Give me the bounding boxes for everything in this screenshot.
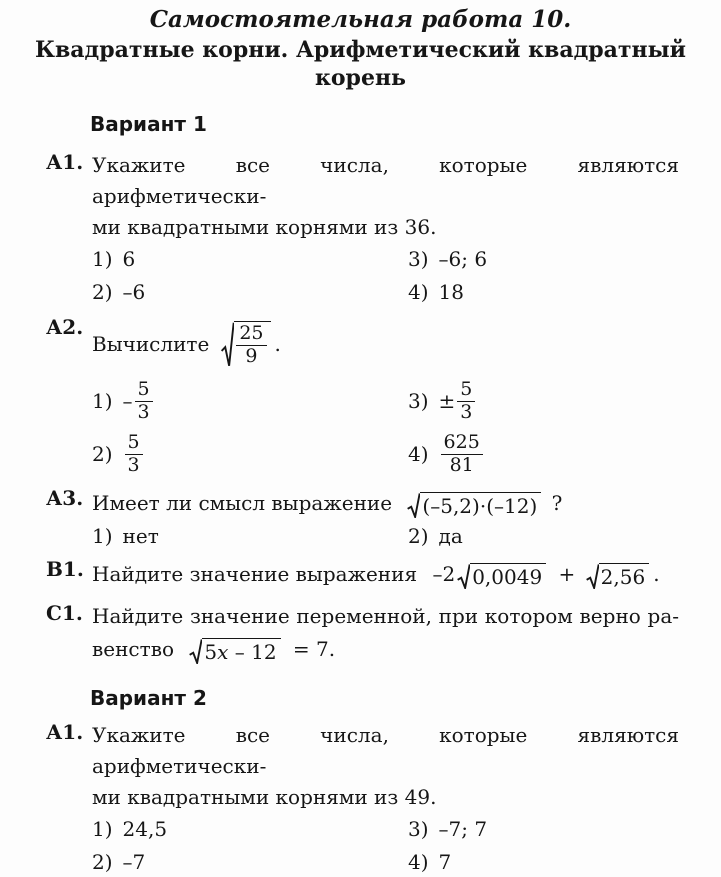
radicand: 2,56 — [599, 563, 650, 589]
fraction: $\frac{5}{3}$ — [125, 432, 143, 477]
sqrt-expression — [189, 638, 280, 664]
fraction: $\frac{5}{3}$ — [457, 379, 475, 424]
option-number: 4) — [408, 280, 429, 304]
worksheet-title: Самостоятельная работа 10. — [149, 6, 572, 33]
option-1 — [92, 522, 408, 551]
problem-text — [92, 557, 679, 591]
option-value: 24,5 — [122, 817, 168, 842]
options-v1-a1 — [92, 245, 679, 307]
fraction: $\frac{625}{81}$ — [441, 432, 483, 477]
option-value: 6 — [122, 247, 136, 271]
problem-v1-a1 — [0, 150, 721, 243]
problem-label: А3. — [46, 486, 84, 511]
problem-label: В1. — [46, 557, 84, 582]
problem-lead: Имеет ли смысл выражение — [92, 491, 393, 516]
punctuation: ? — [551, 491, 563, 516]
coefficient: –2 — [432, 562, 456, 587]
options-v1-a3 — [92, 522, 679, 551]
option-value: 7 — [438, 850, 452, 875]
option-number: 1) — [92, 817, 113, 842]
problem-lead: венство — [92, 637, 174, 662]
option-1 — [92, 245, 408, 274]
options-v1-a2 — [92, 379, 679, 476]
sqrt-expression — [221, 321, 270, 368]
problem-label: А1. — [46, 720, 84, 745]
problem-text-line1: Укажите все числа, которые являются арифметически- — [92, 153, 679, 208]
option-number: 3) — [408, 817, 429, 842]
problem-label: А2. — [46, 315, 84, 339]
option-4 — [408, 278, 679, 307]
radical-sign-icon — [407, 493, 420, 518]
fraction: $\frac{25}{9}$ — [236, 323, 266, 368]
option-number: 3) — [408, 388, 429, 413]
equation-rhs: = 7. — [292, 637, 336, 662]
sqrt-expression — [586, 563, 650, 589]
option-number: 4) — [408, 850, 429, 875]
problem-text-line2 — [92, 632, 679, 666]
option-number: 2) — [92, 280, 113, 304]
option-value: 18 — [438, 280, 464, 304]
option-value: –6 — [122, 280, 146, 304]
sign-prefix: – — [122, 388, 133, 413]
option-1 — [92, 379, 408, 424]
option-number: 1) — [92, 388, 113, 413]
problem-lead: Найдите значение выражения — [92, 562, 418, 587]
option-number: 1) — [92, 524, 113, 549]
option-number: 2) — [92, 850, 113, 875]
option-value: –7; 7 — [438, 817, 488, 842]
problem-text-line1: Найдите значение переменной, при котором верно ра- — [92, 604, 679, 629]
option-value: да — [438, 524, 463, 549]
problem-v1-a3 — [0, 486, 721, 520]
option-2 — [92, 848, 408, 877]
option-number: 3) — [408, 247, 429, 271]
punctuation: . — [653, 562, 660, 587]
option-value: –6; 6 — [438, 247, 488, 271]
problem-label: С1. — [46, 601, 83, 626]
problem-text-line1: Укажите все числа, которые являются арифметически- — [92, 723, 679, 779]
option-number: 2) — [408, 524, 429, 549]
problem-text-line2: ми квадратными корнями из 36. — [92, 215, 437, 239]
option-value: нет — [122, 524, 159, 549]
option-1 — [92, 815, 408, 844]
option-3 — [408, 245, 679, 274]
option-4 — [408, 432, 679, 477]
options-v2-a1 — [92, 815, 679, 877]
radical-sign-icon — [586, 564, 599, 589]
problem-lead: Вычислите — [92, 331, 210, 356]
radical-sign-icon — [457, 564, 470, 589]
radical-sign-icon — [189, 639, 202, 664]
option-3 — [408, 379, 679, 424]
radical-sign-icon — [221, 322, 234, 368]
problem-text — [92, 486, 679, 520]
fraction: $\frac{5}{3}$ — [135, 379, 153, 424]
radicand: (–5,2)·(–12) — [420, 492, 541, 518]
option-2 — [92, 432, 408, 477]
radicand: 0,0049 — [470, 563, 546, 589]
option-number: 1) — [92, 247, 113, 271]
variable-x: x — [217, 639, 229, 664]
problem-v1-c1 — [0, 601, 721, 666]
sqrt-expression — [457, 563, 546, 589]
variant1-heading: Вариант 1 — [90, 112, 207, 136]
problem-label: А1. — [46, 150, 84, 174]
problem-v2-a1 — [0, 720, 721, 813]
option-2 — [92, 278, 408, 307]
option-4 — [408, 848, 679, 877]
problem-text — [92, 150, 679, 243]
variant2-heading: Вариант 2 — [90, 686, 207, 711]
option-number: 4) — [408, 441, 429, 466]
worksheet-subtitle: Квадратные корни. Арифметический квадратный корень — [34, 37, 686, 91]
problem-text — [92, 315, 679, 373]
sign-prefix: ± — [438, 388, 456, 413]
problem-v1-b1 — [0, 557, 721, 591]
sqrt-expression — [407, 492, 541, 518]
option-2 — [408, 522, 679, 551]
radicand: 5x – 12 — [202, 638, 280, 664]
problem-v1-a2 — [0, 315, 721, 373]
option-3 — [408, 815, 679, 844]
plus-sign: + — [558, 562, 576, 587]
option-value: –7 — [122, 850, 146, 875]
option-number: 2) — [92, 441, 113, 466]
problem-text-line2: ми квадратными корнями из 49. — [92, 785, 437, 810]
punctuation: . — [274, 331, 281, 356]
